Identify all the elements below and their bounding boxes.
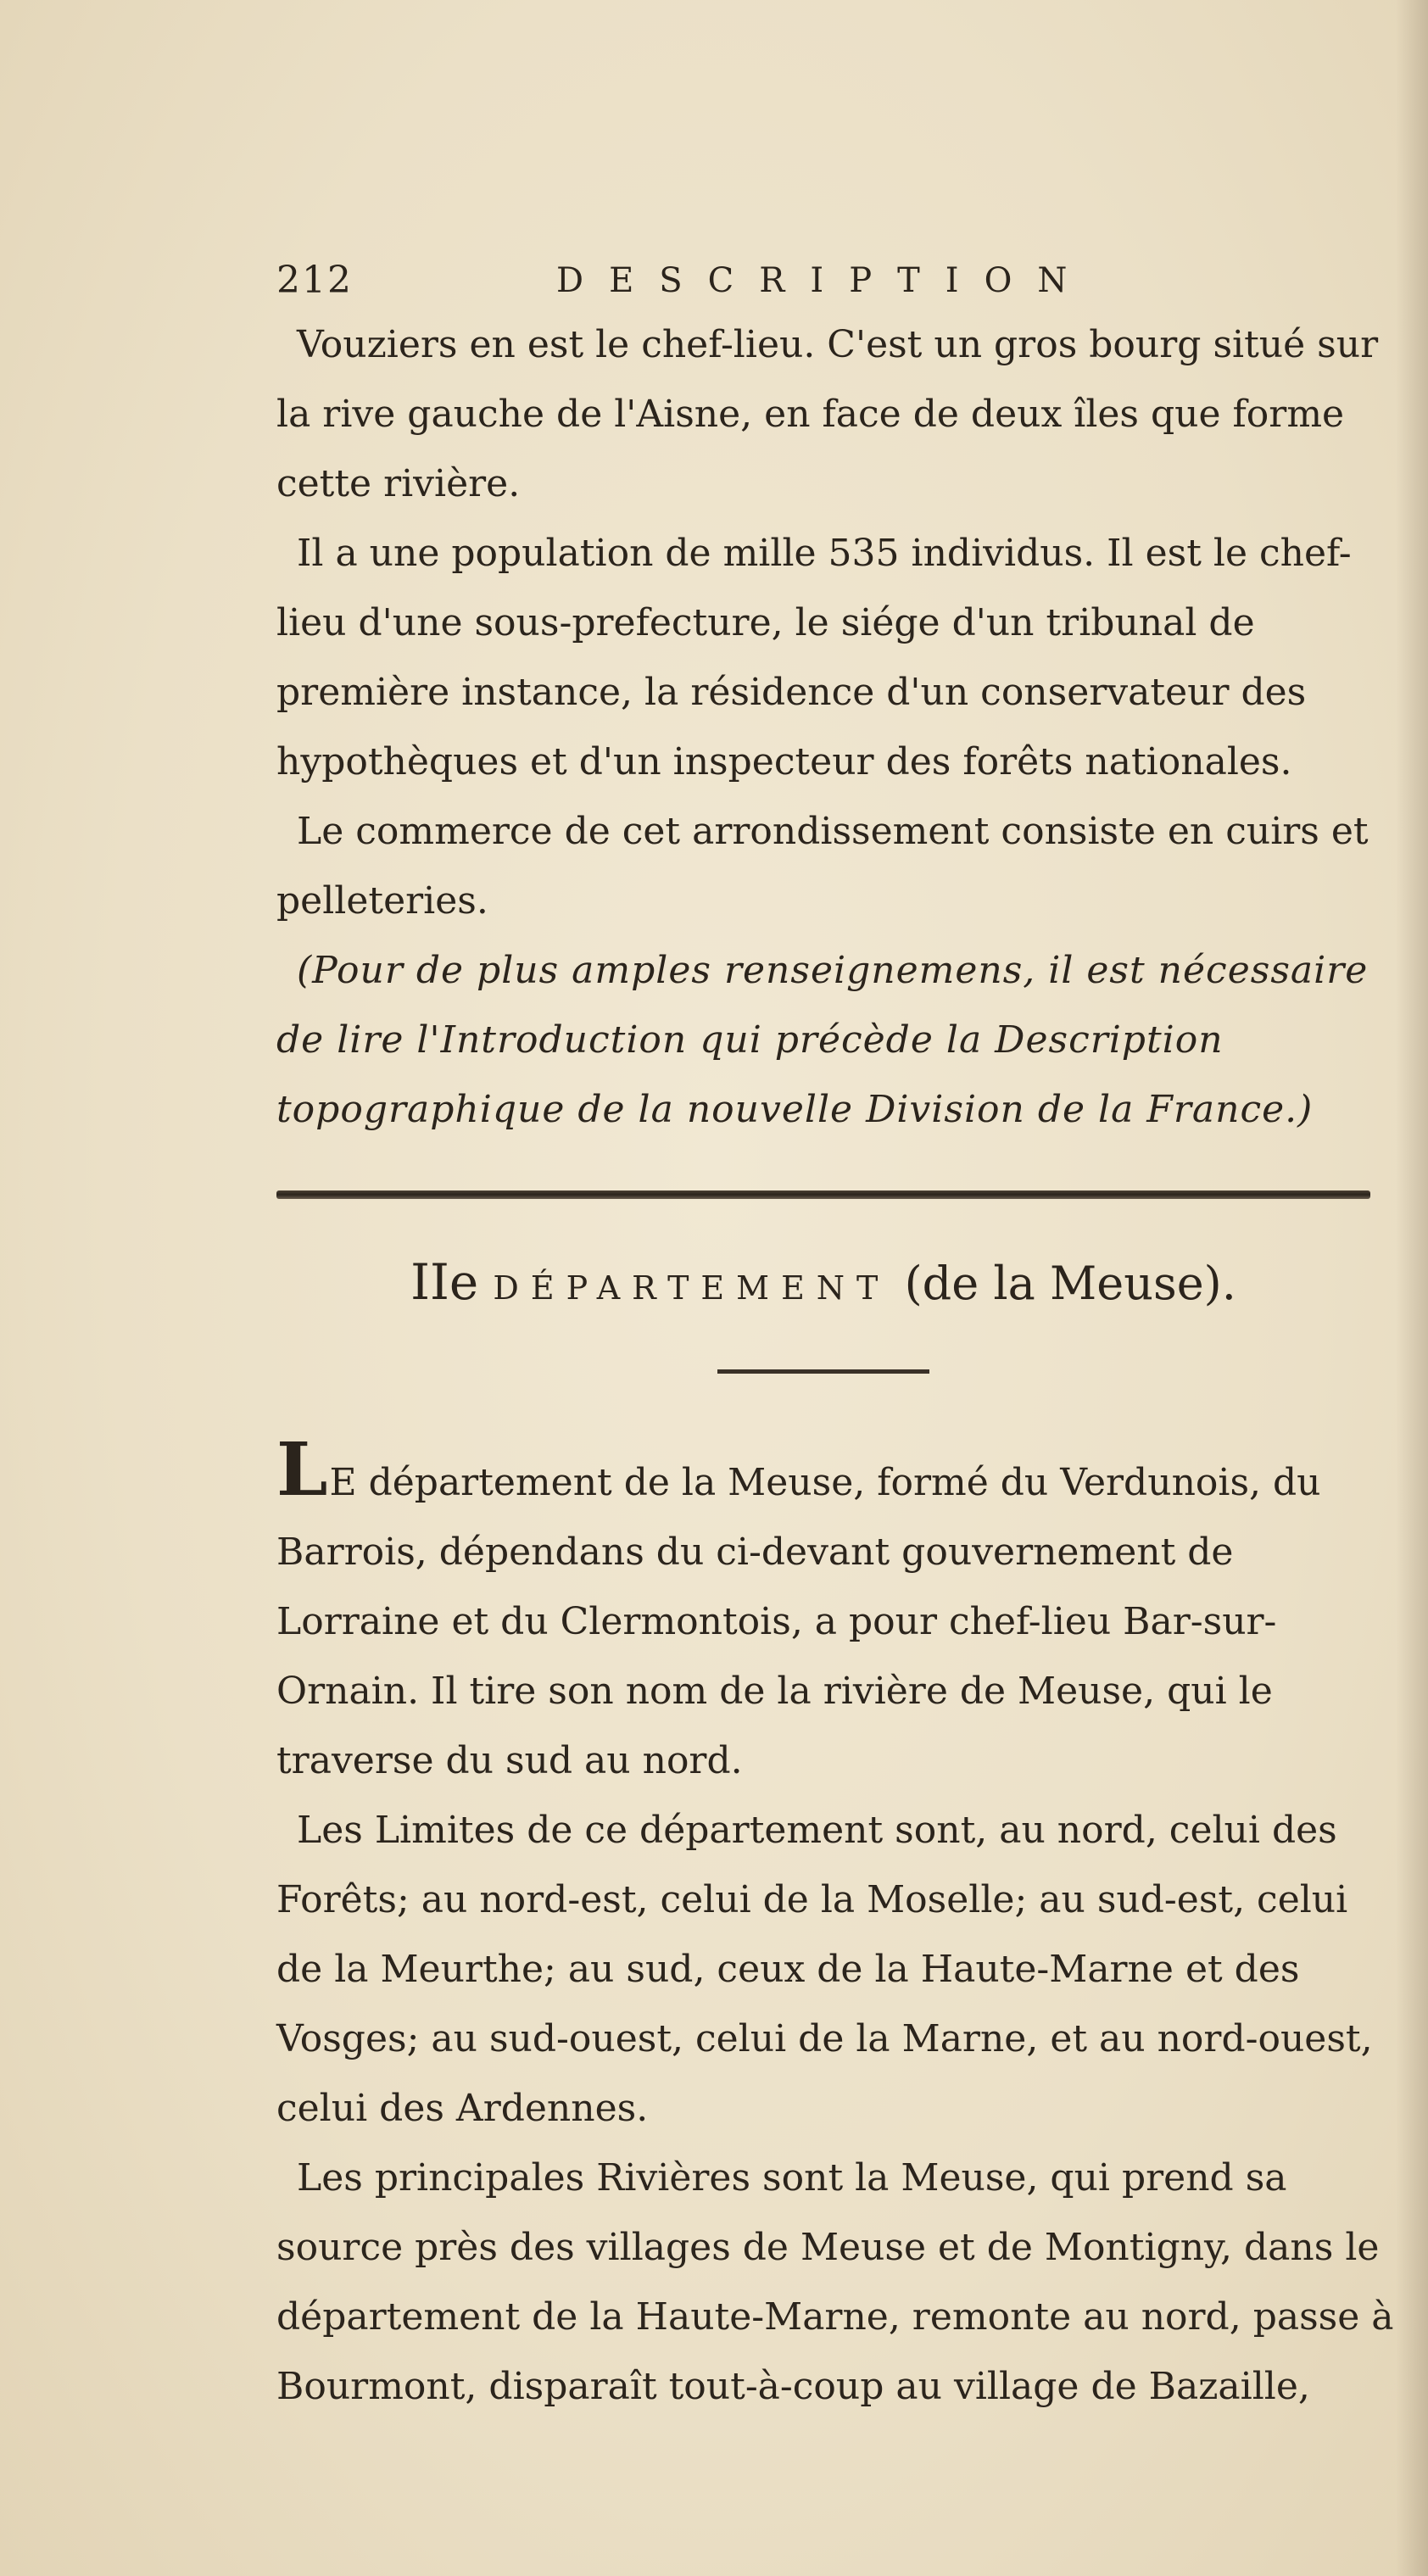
- text-block: [276, 246, 1404, 2422]
- arrondissement-paragraph-commerce: Le commerce de cet arrondissement consiste en cuirs et pelleteries.: [276, 810, 1369, 923]
- department-number: IIe: [410, 1253, 479, 1311]
- department-name: (de la Meuse).: [904, 1257, 1236, 1310]
- heading-underline-rule: [717, 1369, 929, 1374]
- arrondissement-paragraph-chef-lieu: Vouziers en est le chef-lieu. C'est un gros bourg situé sur la rive gauche de l'Aisne, en face de deux îles que forme cette rivière.: [276, 323, 1379, 505]
- meuse-paragraph-intro: [276, 1427, 1404, 1796]
- meuse-intro-text: E département de la Meuse, formé du Verdunois, du Barrois, dépendans du ci-devant gouvernement de Lorraine et du Clermontois, a pour chef-lieu Bar-sur-Ornain. Il tire son nom de la rivière de Meuse, qui le traverse du sud au nord.: [276, 1461, 1321, 1782]
- arrondissement-paragraph-population: Il a une population de mille 535 individus. Il est le chef-lieu d'une sous-prefecture, le siége d'un tribunal de première instance, la résidence d'un conservateur des hypothèques et d'un inspecteur des forêts nationales.: [276, 532, 1352, 783]
- citation-note: (Pour de plus amples renseignemens, il est nécessaire de lire l'Introduction qui précède la Description topographique de la nouvelle Division de la France.): [276, 949, 1369, 1131]
- page-number: 212: [276, 259, 353, 302]
- department-word: DÉPARTEMENT: [493, 1269, 890, 1307]
- section-divider-rule: [276, 1190, 1370, 1199]
- department-heading: [276, 1248, 1370, 1322]
- running-head: [276, 246, 1404, 305]
- meuse-paragraph-rivieres: Les principales Rivières sont la Meuse, qui prend sa source près des villages de Meuse et de Montigny, dans le département de la Haute-Marne, remonte au nord, passe à Bourmont, disparaît tout-à-coup au village de Bazaille,: [276, 2156, 1394, 2408]
- running-title: DESCRIPTION: [556, 261, 1093, 300]
- drop-cap: L: [276, 1427, 328, 1513]
- meuse-paragraph-limites: Les Limites de ce département sont, au nord, celui des Forêts; au nord-est, celui de la Moselle; au sud-est, celui de la Meurthe; au sud, ceux de la Haute-Marne et des Vosges; au sud-ouest, celui de la Marne, et au nord-ouest, celui des Ardennes.: [276, 1809, 1373, 2130]
